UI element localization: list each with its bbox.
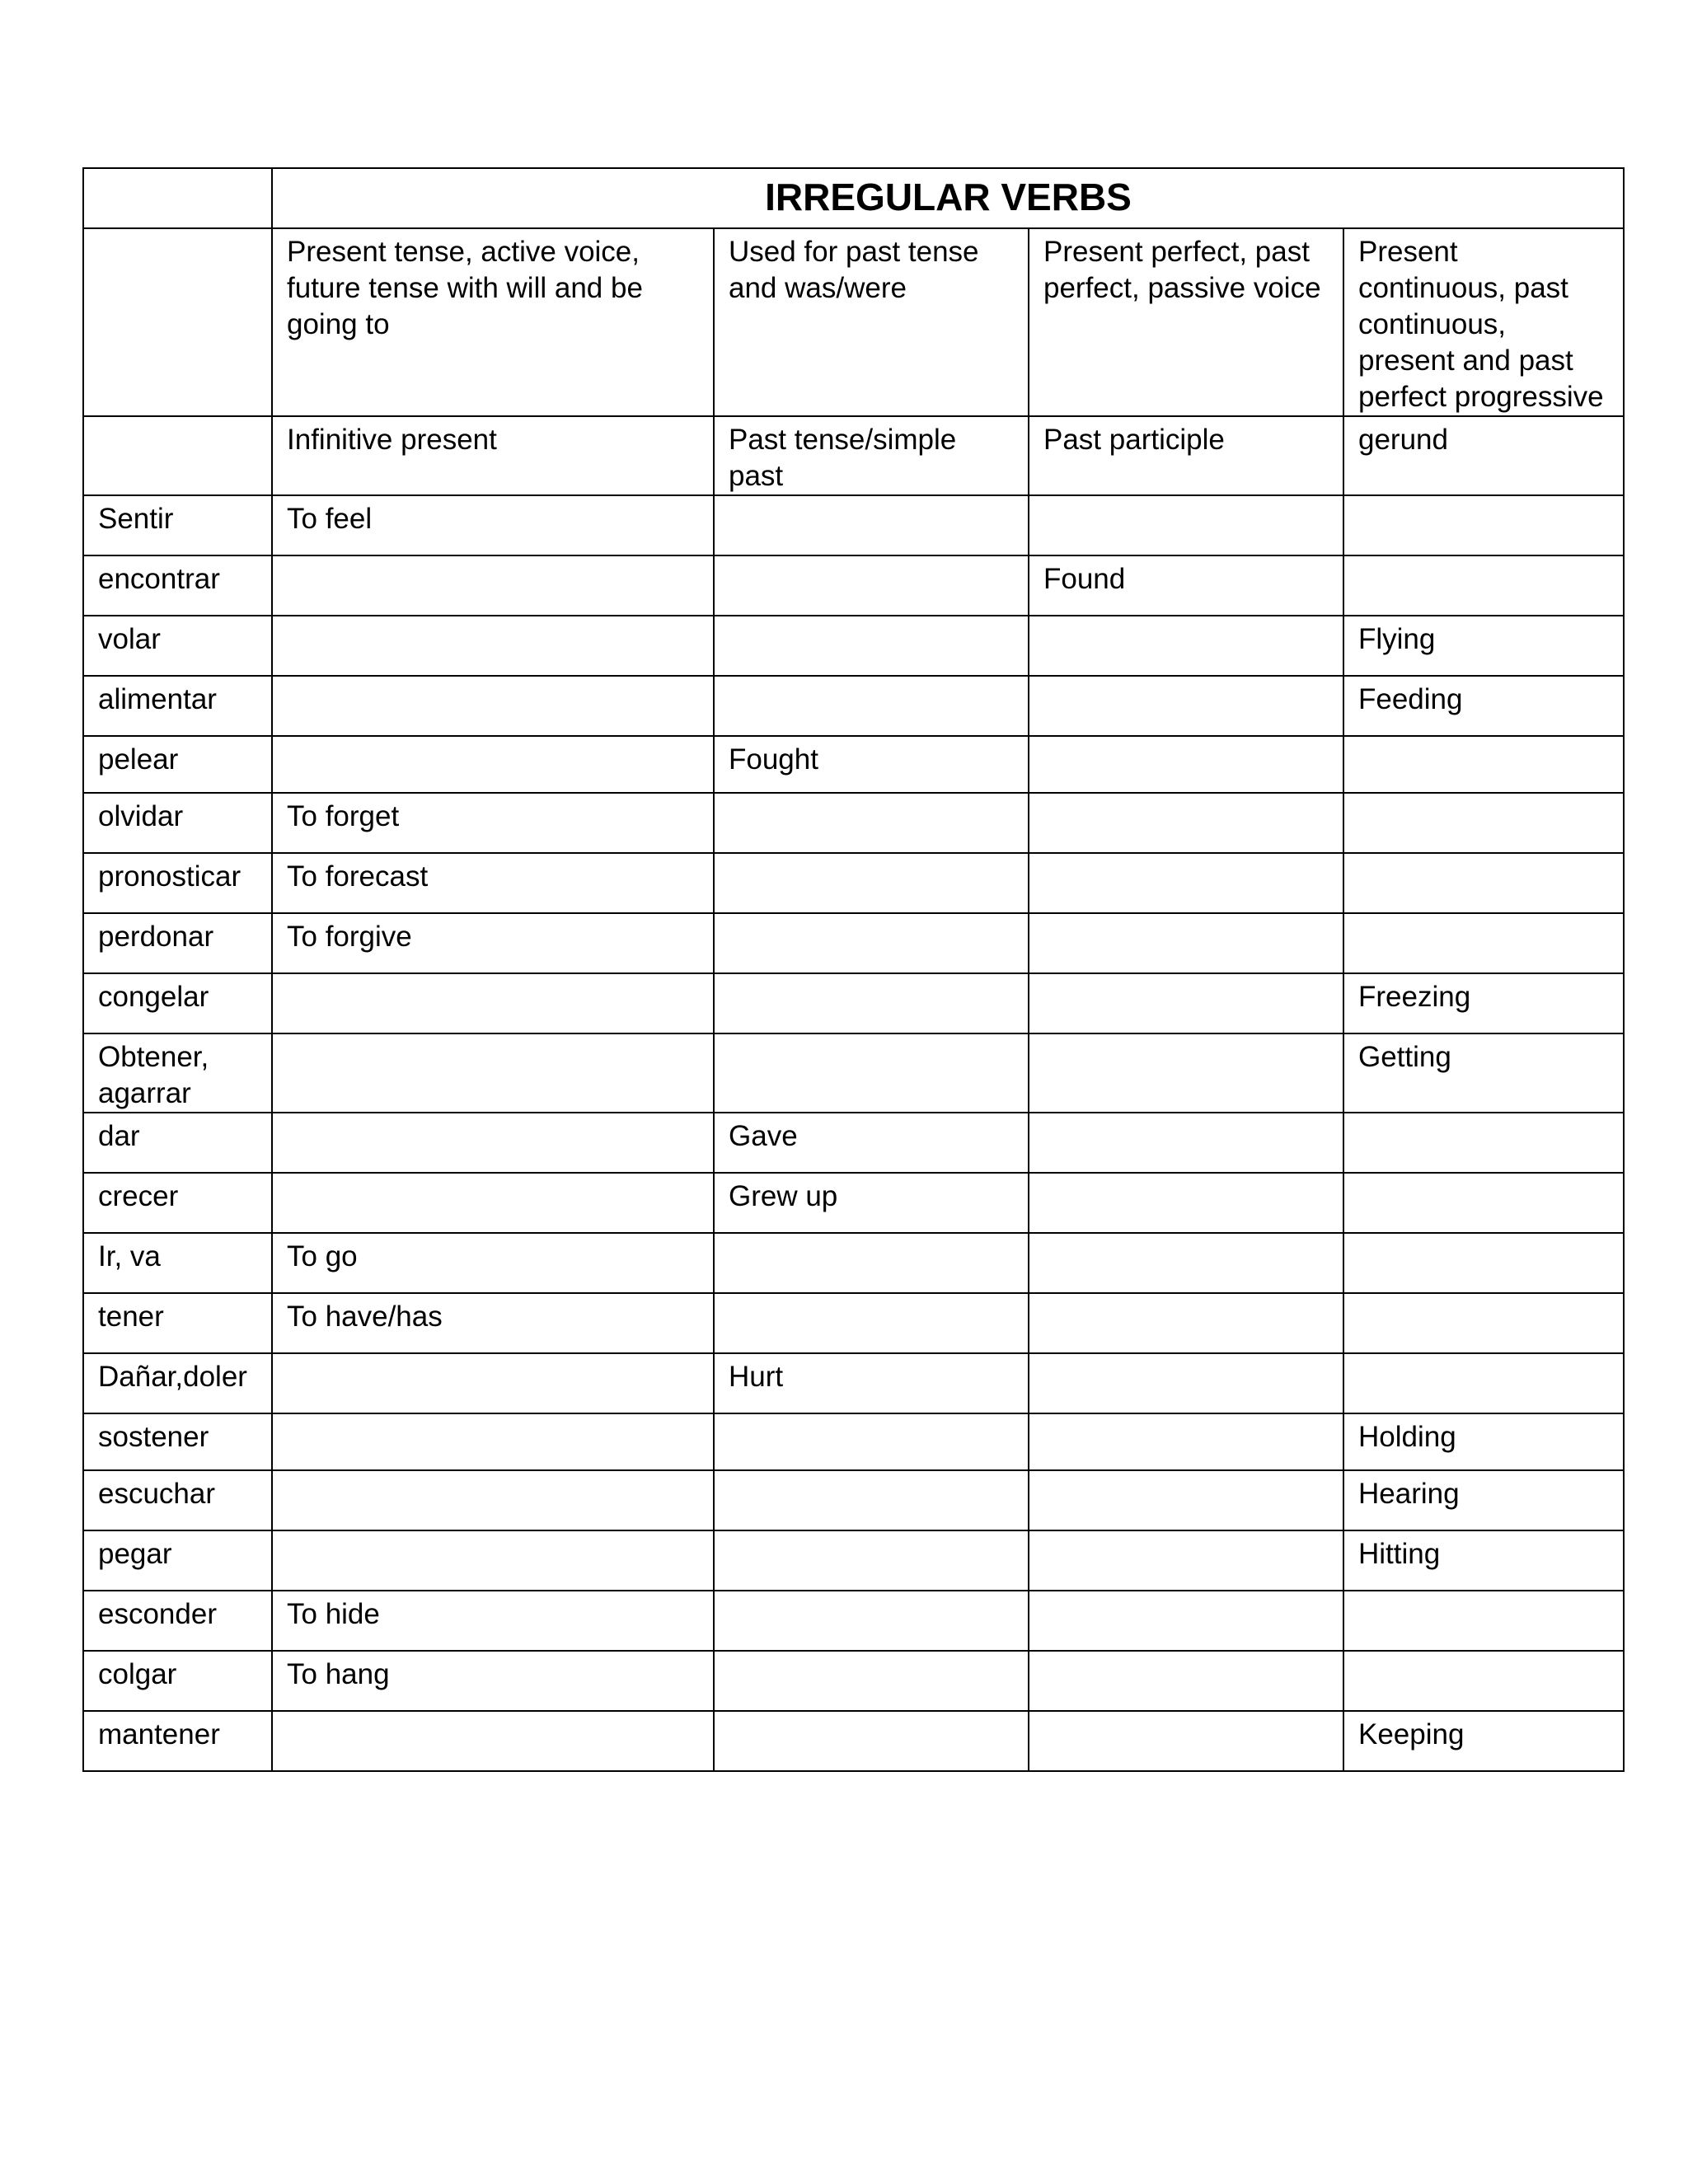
english-form-cell [1343,1293,1624,1353]
english-form-cell [272,1113,714,1173]
english-form-cell [272,1711,714,1771]
english-form-cell [1343,1173,1624,1233]
english-form-cell: To feel [272,495,714,555]
english-form-cell: Feeding [1343,676,1624,736]
english-form-cell: To forecast [272,853,714,913]
english-form-cell [714,1711,1029,1771]
table-row [83,1470,1624,1530]
spanish-verb-cell: colgar [83,1651,272,1711]
table-row [83,1591,1624,1651]
english-form-cell [1029,1033,1343,1113]
english-form-cell [1029,616,1343,676]
spanish-verb-cell: dar [83,1113,272,1173]
english-form-cell: Hearing [1343,1470,1624,1530]
table-row [83,736,1624,793]
english-form-cell [714,793,1029,853]
title-row [83,168,1624,228]
english-form-cell [1343,1591,1624,1651]
english-form-cell: Fought [714,736,1029,793]
table-row [83,555,1624,616]
english-form-cell [714,1293,1029,1353]
table-row [83,1233,1624,1293]
table-row [83,973,1624,1033]
spanish-verb-cell: Sentir [83,495,272,555]
english-form-cell [714,1651,1029,1711]
spanish-verb-cell: mantener [83,1711,272,1771]
spanish-verb-cell: Obtener, agarrar [83,1033,272,1113]
english-form-cell: Gave [714,1113,1029,1173]
spanish-verb-cell: esconder [83,1591,272,1651]
spanish-verb-cell: escuchar [83,1470,272,1530]
english-form-cell: Getting [1343,1033,1624,1113]
english-form-cell [1029,1173,1343,1233]
spanish-verb-cell: olvidar [83,793,272,853]
english-form-cell [1343,736,1624,793]
english-form-cell [714,1470,1029,1530]
english-form-cell [272,676,714,736]
english-form-cell: To forget [272,793,714,853]
english-form-cell: To forgive [272,913,714,973]
english-form-cell: Grew up [714,1173,1029,1233]
english-form-cell [714,973,1029,1033]
spanish-verb-cell: pronosticar [83,853,272,913]
table-row [83,1173,1624,1233]
english-form-cell [1343,853,1624,913]
english-form-cell: Found [1029,555,1343,616]
table-row [83,1413,1624,1470]
table-row [83,1711,1624,1771]
english-form-cell [272,1353,714,1413]
table-row [83,1113,1624,1173]
english-form-cell [714,1530,1029,1591]
table-body [83,168,1624,1771]
form-header-row [83,416,1624,495]
english-form-cell [1029,973,1343,1033]
english-form-cell [1029,1530,1343,1591]
english-form-cell: To hide [272,1591,714,1651]
english-form-cell [272,1530,714,1591]
english-form-cell [1029,913,1343,973]
english-form-cell [1029,1233,1343,1293]
form-header-cell [83,416,272,495]
english-form-cell [1343,1353,1624,1413]
english-form-cell [272,973,714,1033]
english-form-cell [714,616,1029,676]
description-cell: Used for past tense and was/were [714,228,1029,416]
spanish-verb-cell: pelear [83,736,272,793]
english-form-cell [1029,853,1343,913]
table-row [83,1033,1624,1113]
spanish-verb-cell: alimentar [83,676,272,736]
form-header-cell: gerund [1343,416,1624,495]
english-form-cell [714,495,1029,555]
english-form-cell: Keeping [1343,1711,1624,1771]
description-cell [83,228,272,416]
table-row [83,1293,1624,1353]
english-form-cell [272,1470,714,1530]
spanish-verb-cell: pegar [83,1530,272,1591]
english-form-cell: Hitting [1343,1530,1624,1591]
english-form-cell [1343,1651,1624,1711]
english-form-cell [714,676,1029,736]
english-form-cell [1343,1113,1624,1173]
english-form-cell: Hurt [714,1353,1029,1413]
english-form-cell [1029,1591,1343,1651]
english-form-cell: To have/has [272,1293,714,1353]
table-row [83,793,1624,853]
english-form-cell [1029,1711,1343,1771]
english-form-cell [1343,913,1624,973]
form-header-cell: Past tense/simple past [714,416,1029,495]
table-row [83,1353,1624,1413]
english-form-cell [714,1591,1029,1651]
spanish-verb-cell: perdonar [83,913,272,973]
table-row [83,853,1624,913]
description-cell: Present perfect, past perfect, passive voice [1029,228,1343,416]
english-form-cell [272,616,714,676]
english-form-cell [714,555,1029,616]
english-form-cell: Freezing [1343,973,1624,1033]
english-form-cell [1343,793,1624,853]
spanish-verb-cell: congelar [83,973,272,1033]
english-form-cell: Holding [1343,1413,1624,1470]
spanish-verb-cell: sostener [83,1413,272,1470]
english-form-cell: To hang [272,1651,714,1711]
spanish-verb-cell: volar [83,616,272,676]
corner-cell [83,168,272,228]
description-row [83,228,1624,416]
spanish-verb-cell: encontrar [83,555,272,616]
english-form-cell [1029,1413,1343,1470]
english-form-cell [1029,1651,1343,1711]
description-cell: Present continuous, past continuous, present and past perfect progressive [1343,228,1624,416]
english-form-cell [1029,676,1343,736]
form-header-cell: Infinitive present [272,416,714,495]
table-row [83,676,1624,736]
spanish-verb-cell: Ir, va [83,1233,272,1293]
spanish-verb-cell: tener [83,1293,272,1353]
english-form-cell [1029,495,1343,555]
table-row [83,495,1624,555]
english-form-cell [714,853,1029,913]
english-form-cell: Flying [1343,616,1624,676]
english-form-cell [272,1413,714,1470]
english-form-cell [1343,1233,1624,1293]
table-row [83,913,1624,973]
english-form-cell [714,1033,1029,1113]
english-form-cell [1029,736,1343,793]
english-form-cell [1029,793,1343,853]
description-cell: Present tense, active voice, future tense with will and be going to [272,228,714,416]
english-form-cell [1343,555,1624,616]
english-form-cell [272,555,714,616]
table-title: IRREGULAR VERBS [272,168,1624,228]
spanish-verb-cell: Dañar,doler [83,1353,272,1413]
table-row [83,616,1624,676]
english-form-cell [714,1413,1029,1470]
english-form-cell [272,1173,714,1233]
english-form-cell: To go [272,1233,714,1293]
english-form-cell [1029,1470,1343,1530]
english-form-cell [714,1233,1029,1293]
irregular-verbs-table [82,167,1625,1772]
table-row [83,1651,1624,1711]
english-form-cell [714,913,1029,973]
table-row [83,1530,1624,1591]
english-form-cell [1029,1113,1343,1173]
english-form-cell [1343,495,1624,555]
english-form-cell [1029,1353,1343,1413]
form-header-cell: Past participle [1029,416,1343,495]
english-form-cell [1029,1293,1343,1353]
english-form-cell [272,736,714,793]
english-form-cell [272,1033,714,1113]
spanish-verb-cell: crecer [83,1173,272,1233]
